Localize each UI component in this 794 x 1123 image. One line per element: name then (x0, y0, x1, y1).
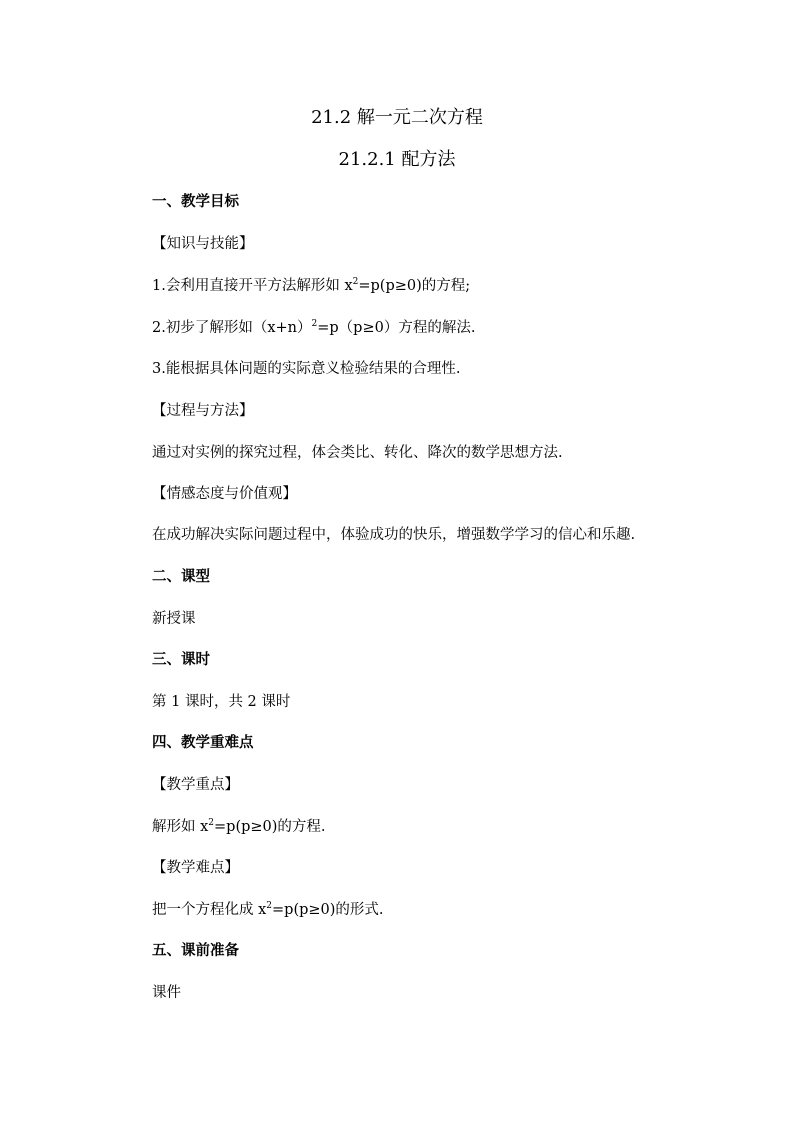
key-point-text (152, 817, 326, 837)
section-heading-preparation: 五、课前准备 (152, 942, 239, 959)
section-heading-class-hours: 三、课时 (152, 651, 210, 668)
class-hours-text: 第 1 课时，共 2 课时 (152, 694, 291, 710)
subheading-difficult-point: 【教学难点】 (152, 860, 239, 876)
goal-item-2-exponent: 2 (311, 319, 318, 329)
preparation-text: 课件 (152, 985, 181, 1001)
difficult-point-text-end: =p(p≥0)的形式. (272, 902, 384, 918)
goal-item-1-text-end: =p(p≥0)的方程; (358, 278, 471, 294)
goal-item-3: 3.能根据具体问题的实际意义检验结果的合理性. (152, 361, 461, 377)
emotion-text: 在成功解决实际问题过程中，体验成功的快乐，增强数学学习的信心和乐趣. (152, 527, 636, 543)
subheading-knowledge-skills: 【知识与技能】 (152, 236, 254, 252)
document-title: 21.2 解一元二次方程 (311, 107, 483, 128)
goal-item-2 (152, 318, 475, 338)
goal-item-1-text: 1.会利用直接开平方法解形如 x (152, 278, 353, 294)
goal-item-1-exponent: 2 (352, 277, 359, 287)
process-text: 通过对实例的探究过程，体会类比、转化、降次的数学思想方法. (152, 445, 563, 461)
key-point-text-end: =p(p≥0)的方程. (214, 819, 326, 835)
goal-item-2-text-end: =p（p≥0）方程的解法. (317, 320, 476, 336)
subheading-process-method: 【过程与方法】 (152, 403, 254, 419)
section-heading-objectives: 一、教学目标 (152, 193, 239, 210)
goal-item-1 (152, 276, 470, 296)
key-point-exponent: 2 (208, 818, 215, 828)
section-heading-key-difficult-points: 四、教学重难点 (152, 734, 254, 751)
goal-item-2-text: 2.初步了解形如（x+n） (152, 320, 312, 336)
difficult-point-exponent: 2 (266, 901, 273, 911)
subheading-emotion-values: 【情感态度与价值观】 (152, 486, 297, 502)
difficult-point-text (152, 900, 384, 920)
subheading-key-point: 【教学重点】 (152, 777, 239, 793)
lesson-type-text: 新授课 (152, 611, 196, 627)
difficult-point-text-start: 把一个方程化成 x (152, 902, 267, 918)
section-heading-lesson-type: 二、课型 (152, 568, 210, 585)
key-point-text-start: 解形如 x (152, 819, 209, 835)
document-subtitle: 21.2.1 配方法 (338, 149, 456, 170)
